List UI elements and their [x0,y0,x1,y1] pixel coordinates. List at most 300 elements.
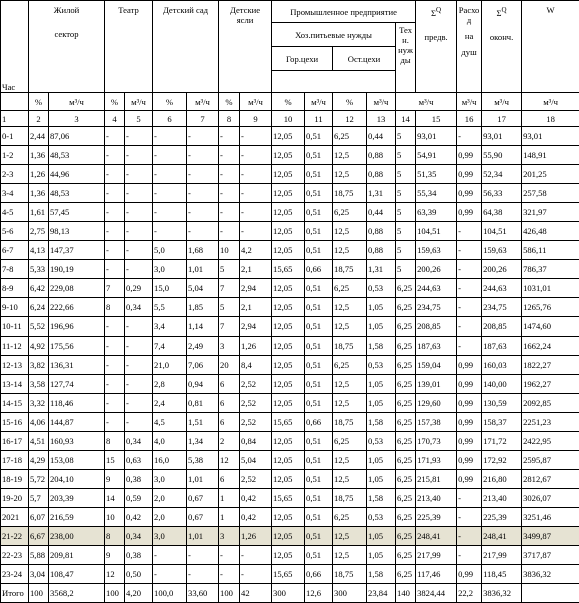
value-cell: - [187,222,219,241]
value-cell: 0,51 [305,526,333,545]
value-cell: 3824,44 [416,583,457,602]
value-cell: 64,38 [482,203,522,222]
value-cell: 2,44 [29,127,49,146]
value-cell: 0,51 [305,165,333,184]
unit-cell: м³/ч [367,93,396,111]
column-number-cell: 17 [482,111,522,127]
value-cell: 4,51 [29,431,49,450]
hour-cell: 18-19 [1,469,29,488]
value-cell: 12,05 [272,241,305,260]
value-cell: 1,31 [367,184,396,203]
value-cell: - [219,545,240,564]
value-cell: 5 [396,184,416,203]
value-cell: - [125,146,153,165]
value-cell: 0,51 [305,241,333,260]
value-cell: 2,8 [153,374,187,393]
residential-label: Жилой [53,5,80,15]
value-cell: - [457,507,482,526]
hour-cell: 15-16 [1,412,29,431]
table-row [1,127,579,146]
value-cell: 159,63 [482,241,522,260]
column-number-cell: 18 [522,111,579,127]
value-cell: - [153,184,187,203]
value-cell: 0,66 [305,412,333,431]
value-cell: 1,58 [367,412,396,431]
value-cell: 1,51 [187,412,219,431]
value-cell: 0,99 [457,165,482,184]
unit-cell: м³/ч [457,93,482,111]
value-cell: 234,75 [482,298,522,317]
value-cell: 6 [219,393,240,412]
value-cell: 3,04 [29,564,49,583]
value-cell: 0,99 [457,412,482,431]
value-cell: 0,53 [367,355,396,374]
unit-cell: м³/ч [396,93,457,111]
value-cell: 2,4 [153,393,187,412]
column-number-cell: 16 [457,111,482,127]
column-number-cell: 12 [333,111,367,127]
value-cell: 0,99 [457,431,482,450]
table-row [1,260,579,279]
value-cell: 4,5 [153,412,187,431]
table-row [1,336,579,355]
value-cell: 1,01 [187,260,219,279]
value-cell [522,583,579,602]
value-cell: 248,41 [482,526,522,545]
value-cell: 14 [105,488,125,507]
value-cell: 23,84 [367,583,396,602]
value-cell: 5,5 [153,298,187,317]
value-cell: - [105,146,125,165]
value-cell: 5,04 [240,450,272,469]
value-cell: 8 [105,431,125,450]
value-cell: 5 [396,241,416,260]
hour-cell: 23-24 [1,564,29,583]
hour-header-mid [1,23,29,47]
value-cell: 1,61 [29,203,49,222]
value-cell: 2,1 [240,298,272,317]
value-cell: 5 [219,298,240,317]
hour-cell: 13-14 [1,374,29,393]
table-row [1,279,579,298]
value-cell: - [457,526,482,545]
value-cell: 93,01 [416,127,457,146]
value-cell: 6,24 [29,298,49,317]
value-cell: 1,85 [187,298,219,317]
value-cell: - [219,564,240,583]
value-cell: 5 [396,222,416,241]
value-cell: 1,31 [367,260,396,279]
value-cell: 93,01 [482,127,522,146]
value-cell: 0,99 [457,374,482,393]
unit-cell: % [29,93,49,111]
value-cell: 4,29 [29,450,49,469]
value-cell: 1 [219,488,240,507]
value-cell: 0,51 [305,222,333,241]
value-cell: 2251,23 [522,412,579,431]
tech-label-1: Тех [399,25,412,36]
column-number-cell: 10 [272,111,305,127]
value-cell: 0,99 [457,146,482,165]
value-cell: 12,5 [333,165,367,184]
value-cell: - [240,545,272,564]
value-cell: 51,35 [416,165,457,184]
value-cell: - [187,165,219,184]
value-cell: - [219,222,240,241]
value-cell: 0,38 [125,545,153,564]
value-cell: - [125,184,153,203]
value-cell: 104,51 [482,222,522,241]
value-cell: 6,25 [396,355,416,374]
value-cell: 2812,67 [522,469,579,488]
value-cell: - [457,317,482,336]
hour-cell: 2021 [1,507,29,526]
value-cell: 10 [219,241,240,260]
value-cell: 213,40 [416,488,457,507]
value-cell: 15,65 [272,488,305,507]
value-cell: - [105,260,125,279]
value-cell: 148,91 [522,146,579,165]
value-cell: 586,11 [522,241,579,260]
value-cell: 208,85 [482,317,522,336]
value-cell: 6,25 [333,507,367,526]
value-cell: - [125,203,153,222]
value-cell: 12,05 [272,526,305,545]
value-cell: 225,39 [482,507,522,526]
value-cell: 108,47 [49,564,105,583]
value-cell: - [105,165,125,184]
table-row [1,412,579,431]
value-cell: 5,04 [187,279,219,298]
value-cell: 130,59 [482,393,522,412]
residential-sector-header [29,1,105,93]
table-row [1,184,579,203]
value-cell: 171,93 [416,450,457,469]
value-cell: 136,31 [49,355,105,374]
value-cell: - [219,203,240,222]
column-number-cell: 3 [49,111,105,127]
value-cell: 1,26 [240,336,272,355]
value-cell: 5,72 [29,469,49,488]
value-cell: 0,88 [367,222,396,241]
value-cell: 8 [105,298,125,317]
table-row [1,393,579,412]
sector-label: сектор [54,29,79,39]
value-cell: 2,94 [240,317,272,336]
nursery-label-1: Детские [230,5,261,15]
value-cell: 104,51 [416,222,457,241]
column-numbers-row [1,111,579,127]
value-cell: 6,25 [333,355,367,374]
value-cell: 0,99 [457,450,482,469]
value-cell: 225,39 [416,507,457,526]
value-cell: 157,38 [416,412,457,431]
value-cell: - [125,241,153,260]
value-cell: 117,46 [416,564,457,583]
value-cell: 0,51 [305,317,333,336]
value-cell: 5 [396,127,416,146]
value-cell: 18,75 [333,260,367,279]
value-cell: 222,66 [49,298,105,317]
value-cell: 204,10 [49,469,105,488]
table-row [1,222,579,241]
unit-cell: м³/ч [482,93,522,111]
table-row [1,545,579,564]
column-number-cell: 11 [305,111,333,127]
value-cell: 1474,60 [522,317,579,336]
value-cell: 1962,27 [522,374,579,393]
value-cell: 12,6 [305,583,333,602]
value-cell: - [105,374,125,393]
hour-header-low [1,47,29,71]
value-cell: 0,34 [125,526,153,545]
table-row [1,507,579,526]
hour-cell: 9-10 [1,298,29,317]
value-cell: - [457,260,482,279]
value-cell: - [187,127,219,146]
column-number-cell: 15 [416,111,457,127]
value-cell: 6,25 [396,412,416,431]
value-cell: 0,51 [305,279,333,298]
value-cell: 187,63 [482,336,522,355]
value-cell: 129,60 [416,393,457,412]
value-cell: 5,7 [29,488,49,507]
value-cell: 2,52 [240,393,272,412]
value-cell: - [240,165,272,184]
value-cell: 200,26 [416,260,457,279]
column-number-cell: 13 [367,111,396,127]
value-cell: 171,72 [482,431,522,450]
value-cell: 1,05 [367,469,396,488]
value-cell: 216,80 [482,469,522,488]
value-cell: - [125,127,153,146]
value-cell: 12,5 [333,450,367,469]
value-cell: 144,87 [49,412,105,431]
value-cell: - [105,203,125,222]
table-row [1,526,579,545]
value-cell: - [125,317,153,336]
value-cell: 0,34 [125,431,153,450]
unit-cell: м³/ч [49,93,105,111]
unit-cell: % [272,93,305,111]
value-cell: 12,05 [272,469,305,488]
value-cell: - [125,393,153,412]
value-cell: 2,0 [153,507,187,526]
value-cell: 0,29 [125,279,153,298]
value-cell: 0,81 [187,393,219,412]
value-cell: 6,25 [396,431,416,450]
value-cell: 2,52 [240,412,272,431]
value-cell: 10 [105,507,125,526]
value-cell: 15,65 [272,412,305,431]
value-cell: - [105,317,125,336]
value-cell: 208,85 [416,317,457,336]
value-cell: 3,0 [153,469,187,488]
value-cell: - [105,336,125,355]
value-cell: 12,05 [272,279,305,298]
value-cell: 0,84 [240,431,272,450]
value-cell: 300 [272,583,305,602]
value-cell: 6,25 [396,279,416,298]
value-cell: 1,05 [367,526,396,545]
value-cell: - [125,260,153,279]
value-cell: 426,48 [522,222,579,241]
value-cell: - [240,222,272,241]
value-cell: 158,37 [482,412,522,431]
value-cell: 217,99 [416,545,457,564]
value-cell: 175,56 [49,336,105,355]
value-cell: 0,99 [457,203,482,222]
value-cell: 12,5 [333,317,367,336]
value-cell: 6,25 [333,431,367,450]
value-cell: 12,5 [333,526,367,545]
value-cell: 127,74 [49,374,105,393]
value-cell: 3,0 [153,260,187,279]
value-cell: 6,25 [396,545,416,564]
value-cell: 0,51 [305,545,333,564]
hour-cell: 11-12 [1,336,29,355]
value-cell: 0,51 [305,450,333,469]
value-cell: 12,05 [272,146,305,165]
units-row [1,93,579,111]
value-cell: 5,0 [153,241,187,260]
value-cell: 0,42 [125,507,153,526]
value-cell: 12,5 [333,469,367,488]
value-cell: 4,06 [29,412,49,431]
value-cell: 63,39 [416,203,457,222]
hour-cell: Итого [1,583,29,602]
value-cell: 6,25 [333,279,367,298]
value-cell: 213,40 [482,488,522,507]
value-cell: - [240,127,272,146]
value-cell: 12,05 [272,545,305,564]
unit-cell: м³/ч [187,93,219,111]
value-cell: 12,05 [272,355,305,374]
value-cell: 3,32 [29,393,49,412]
nursery-header [219,1,272,93]
value-cell: - [125,355,153,374]
value-cell: 1,34 [187,431,219,450]
unit-cell: м³/ч [305,93,333,111]
column-number-cell: 2 [29,111,49,127]
value-cell: 257,58 [522,184,579,203]
value-cell: - [457,222,482,241]
value-cell: - [105,412,125,431]
value-cell: 3 [219,526,240,545]
value-cell: 170,73 [416,431,457,450]
value-cell: 0,44 [367,127,396,146]
value-cell: 209,81 [49,545,105,564]
value-cell: 0,51 [305,374,333,393]
column-number-cell: 6 [153,111,187,127]
unit-cell: м³/ч [125,93,153,111]
value-cell: 238,00 [49,526,105,545]
value-cell: 1662,24 [522,336,579,355]
other-shops-header: Ост.цехи [333,47,396,71]
value-cell: 786,37 [522,260,579,279]
value-cell: 0,99 [457,184,482,203]
value-cell: - [457,545,482,564]
value-cell: 1,01 [187,469,219,488]
value-cell: 42 [240,583,272,602]
value-cell: 187,63 [416,336,457,355]
value-cell: 12,5 [333,545,367,564]
value-cell: 16,0 [153,450,187,469]
value-cell: 1,05 [367,393,396,412]
preliminary-label: предв. [424,31,448,42]
table-row [1,469,579,488]
value-cell: 0,51 [305,431,333,450]
value-cell: 56,33 [482,184,522,203]
value-cell: 6,25 [396,507,416,526]
value-cell: 2595,87 [522,450,579,469]
sum-final-symbol: $\Sigma^Q$ [496,6,507,18]
hour-cell: 21-22 [1,526,29,545]
value-cell: 4,13 [29,241,49,260]
value-cell: 0,42 [240,507,272,526]
value-cell: 0,50 [125,564,153,583]
value-cell: 321,97 [522,203,579,222]
value-cell: 6,25 [396,298,416,317]
value-cell: 118,45 [482,564,522,583]
kindergarten-header: Детский сад [153,1,219,93]
value-cell: 159,04 [416,355,457,374]
value-cell: 5,33 [29,260,49,279]
value-cell: 5,38 [187,450,219,469]
value-cell: 6 [219,374,240,393]
value-cell: - [105,241,125,260]
value-cell: 12,05 [272,222,305,241]
value-cell: 12,05 [272,336,305,355]
value-cell: 0,99 [457,469,482,488]
value-cell: 2,0 [153,488,187,507]
value-cell: - [457,241,482,260]
value-cell: 160,93 [49,431,105,450]
hour-cell: 5-6 [1,222,29,241]
value-cell: 0,44 [367,203,396,222]
value-cell: 1822,27 [522,355,579,374]
value-cell: 1,26 [29,165,49,184]
value-cell: 244,63 [482,279,522,298]
value-cell: 6,25 [396,488,416,507]
value-cell: 1,36 [29,146,49,165]
value-cell: 6,42 [29,279,49,298]
value-cell: - [187,203,219,222]
value-cell: 7,4 [153,336,187,355]
value-cell: 48,53 [49,146,105,165]
value-cell: 6,25 [396,564,416,583]
sum-preliminary-header [416,1,457,93]
value-cell: 12,05 [272,393,305,412]
unit-cell: % [153,93,187,111]
value-cell: 8,4 [240,355,272,374]
value-cell: 300 [333,583,367,602]
value-cell: - [240,184,272,203]
hour-cell: 1-2 [1,146,29,165]
value-cell: 15,65 [272,260,305,279]
value-cell: 1,68 [187,241,219,260]
value-cell: 2,52 [240,469,272,488]
value-cell: 5 [396,165,416,184]
value-cell: 190,19 [49,260,105,279]
value-cell: - [125,222,153,241]
value-cell: 0,99 [457,355,482,374]
value-cell: - [219,146,240,165]
value-cell: 3499,87 [522,526,579,545]
table-row [1,431,579,450]
value-cell: 3,4 [153,317,187,336]
value-cell: 6,25 [396,526,416,545]
